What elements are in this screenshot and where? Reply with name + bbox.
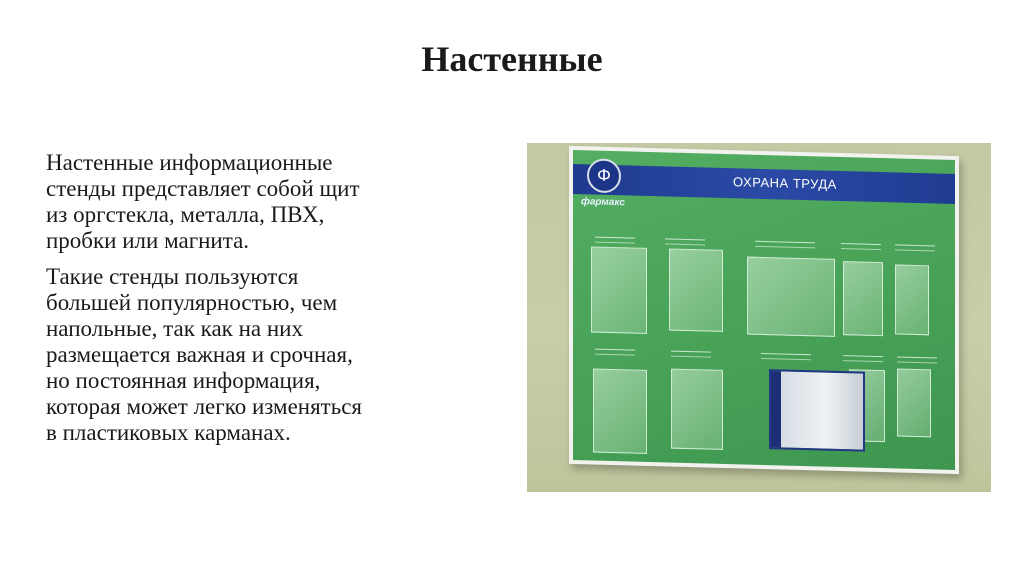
document-pocket bbox=[671, 369, 723, 450]
company-logo-icon: Ф bbox=[587, 158, 621, 193]
pocket-caption bbox=[755, 241, 815, 249]
pocket-caption bbox=[595, 237, 635, 244]
board-banner bbox=[573, 164, 955, 204]
document-pocket bbox=[897, 368, 931, 437]
pocket-caption bbox=[671, 351, 711, 358]
company-logo-text: фармакс bbox=[581, 196, 625, 209]
pocket-caption bbox=[665, 238, 705, 245]
document-pocket-wide bbox=[747, 257, 835, 337]
pocket-caption bbox=[761, 353, 811, 360]
board-panel bbox=[573, 150, 955, 470]
banner-title: ОХРАНА ТРУДА bbox=[733, 174, 837, 192]
information-board bbox=[569, 146, 959, 474]
pocket-caption bbox=[895, 244, 935, 251]
document-pocket bbox=[669, 249, 723, 332]
paragraph-definition: Настенные информационные стенды представляет собой щит из оргстекла, металла, ПВХ, пробки или магнита. bbox=[46, 150, 360, 253]
slide-title: Настенные bbox=[421, 39, 603, 79]
document-pocket bbox=[843, 261, 883, 336]
document-pocket bbox=[895, 264, 929, 335]
wall-stand-photo bbox=[527, 143, 991, 492]
pocket-caption bbox=[841, 243, 881, 250]
pocket-caption bbox=[595, 349, 635, 356]
pocket-caption bbox=[843, 355, 883, 362]
pocket-caption bbox=[897, 356, 937, 363]
document-pocket bbox=[591, 246, 647, 333]
flip-folder-display bbox=[769, 369, 865, 452]
slide-body bbox=[46, 150, 476, 456]
paragraph-popularity: Такие стенды пользуются большей популярностью, чем напольные, так как на них размещается важная и срочная, но постоянная информация, которая может легко изменяться в пластиковых карманах. bbox=[46, 264, 362, 445]
document-pocket bbox=[593, 369, 647, 454]
